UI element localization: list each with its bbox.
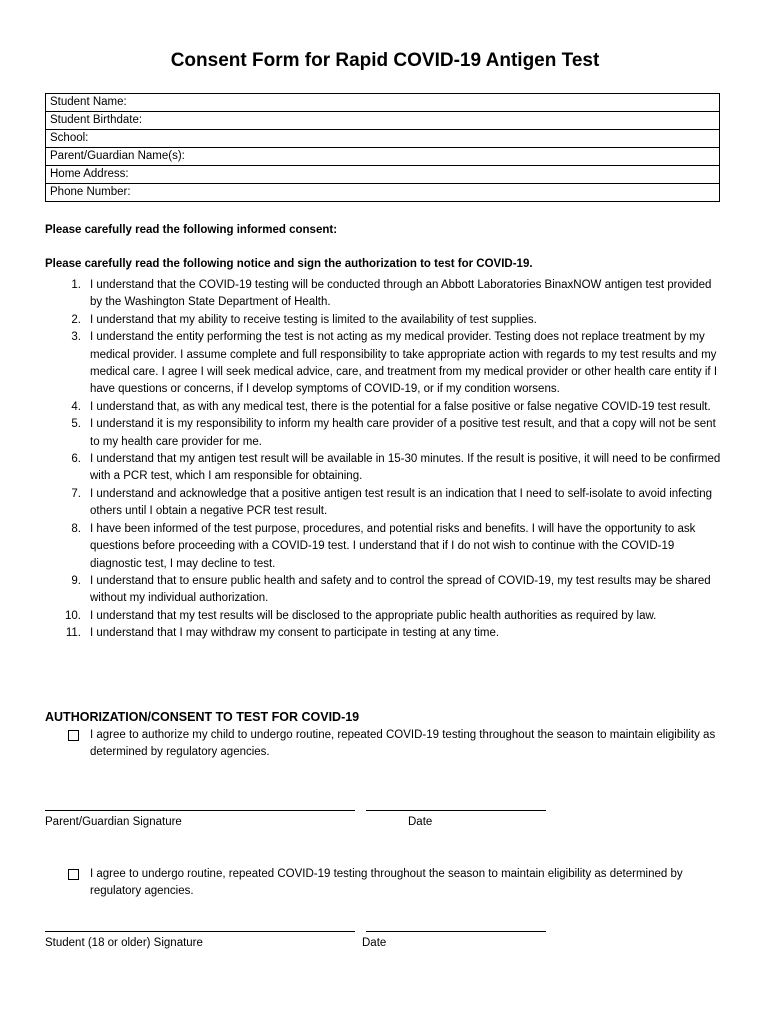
info-row	[46, 112, 720, 130]
info-row	[46, 166, 720, 184]
consent-statements-list	[45, 277, 725, 643]
item-number: 8.	[71, 522, 81, 535]
student-date-line[interactable]	[366, 931, 546, 932]
list-item	[45, 573, 725, 608]
parent-signature-label: Parent/Guardian Signature	[45, 816, 182, 828]
item-number: 2.	[71, 313, 81, 326]
student-signature-line[interactable]	[45, 931, 355, 932]
info-row	[46, 184, 720, 202]
item-number: 6.	[71, 453, 81, 466]
item-text: I understand that my ability to receive testing is limited to the availability of test supplies.	[90, 313, 537, 326]
info-row	[46, 130, 720, 148]
item-text: I understand the entity performing the test is not acting as my medical provider. Testing does not replace treatment by my medical provider. I assume complete and full responsibility to take appropriate action with regards to my test results and my medical care. I agree I will seek medical advice, care, and treatment from my medical provider or other health care entity if I have questions or concerns, if I develop symptoms of COVID-19, or if my condition worsens.	[90, 331, 718, 396]
item-text: I understand that my antigen test result will be available in 15-30 minutes. If the result is positive, it will need to be confirmed with a PCR test, which I am responsible for obtaining.	[90, 453, 721, 483]
list-item	[45, 416, 725, 451]
item-number: 5.	[71, 418, 81, 431]
list-item	[45, 625, 725, 642]
parent-consent-text: I agree to authorize my child to undergo routine, repeated COVID-19 testing throughout the season to maintain eligibility as determined by regulatory agencies.	[90, 729, 716, 759]
item-text: I have been informed of the test purpose, procedures, and potential risks and benefits. I will have the opportunity to ask questions before proceeding with a COVID-19 test. I understand that if I do not wish to continue with the COVID-19 diagnostic test, I may decline to test.	[90, 522, 696, 570]
parent-date-label: Date	[408, 816, 433, 828]
item-text: I understand it is my responsibility to inform my health care provider of a positive test result, and that a copy will not be sent to my health care provider for me.	[90, 418, 716, 448]
list-item	[45, 451, 725, 486]
item-text: I understand that to ensure public health and safety and to control the spread of COVID-19, my test results may be shared without my individual authorization.	[90, 574, 711, 605]
list-item	[45, 486, 725, 521]
authorization-heading: AUTHORIZATION/CONSENT TO TEST FOR COVID-19	[45, 710, 360, 724]
item-text: I understand and acknowledge that a positive antigen test result is an indication that I need to self-isolate to avoid infecting others until I obtain a negative PCR test result.	[90, 487, 713, 518]
list-item	[45, 329, 725, 399]
parent-consent-checkbox[interactable]	[68, 730, 79, 741]
page-title: Consent Form for Rapid COVID-19 Antigen Test	[170, 50, 600, 71]
item-number: 1.	[71, 279, 81, 291]
list-item	[45, 312, 725, 329]
info-row	[46, 148, 720, 166]
item-text: I understand that the COVID-19 testing will be conducted through an Abbott Laboratories BinaxNOW antigen test provided by the Washington State Department of Health.	[90, 279, 712, 309]
item-number: 9.	[71, 574, 81, 587]
info-row	[46, 94, 720, 112]
student-name-field[interactable]: Student Name:	[46, 94, 720, 112]
student-consent-option	[68, 866, 718, 901]
student-consent-text: I agree to undergo routine, repeated COVID-19 testing throughout the season to maintain eligibility as determined by regulatory agencies.	[90, 868, 683, 898]
student-signature-label: Student (18 or older) Signature	[45, 937, 203, 949]
item-text: I understand that my test results will be disclosed to the appropriate public health authorities as required by law.	[90, 609, 657, 622]
list-item	[45, 521, 725, 573]
item-number: 3.	[71, 331, 81, 344]
school-field[interactable]: School:	[46, 130, 720, 148]
consent-heading: Please carefully read the following informed consent:	[45, 224, 338, 236]
student-date-label: Date	[362, 937, 387, 949]
parent-date-line[interactable]	[366, 810, 546, 811]
item-number: 10.	[65, 609, 81, 622]
item-text: I understand that, as with any medical test, there is the potential for a false positive or false negative COVID-19 test result.	[90, 400, 711, 413]
phone-number-field[interactable]: Phone Number:	[46, 184, 720, 202]
student-info-table	[45, 93, 720, 202]
parent-signature-line[interactable]	[45, 810, 355, 811]
student-consent-checkbox[interactable]	[68, 869, 79, 880]
item-number: 7.	[71, 487, 81, 500]
guardian-name-field[interactable]: Parent/Guardian Name(s):	[46, 148, 720, 166]
list-item	[45, 399, 725, 416]
item-number: 4.	[71, 400, 81, 413]
parent-consent-option	[68, 727, 718, 762]
notice-heading: Please carefully read the following notice and sign the authorization to test for COVID-19.	[45, 258, 533, 270]
item-text: I understand that I may withdraw my consent to participate in testing at any time.	[90, 627, 500, 640]
list-item	[45, 608, 725, 625]
item-number: 11.	[65, 627, 81, 640]
home-address-field[interactable]: Home Address:	[46, 166, 720, 184]
student-birthdate-field[interactable]: Student Birthdate:	[46, 112, 720, 130]
list-item	[45, 277, 725, 312]
